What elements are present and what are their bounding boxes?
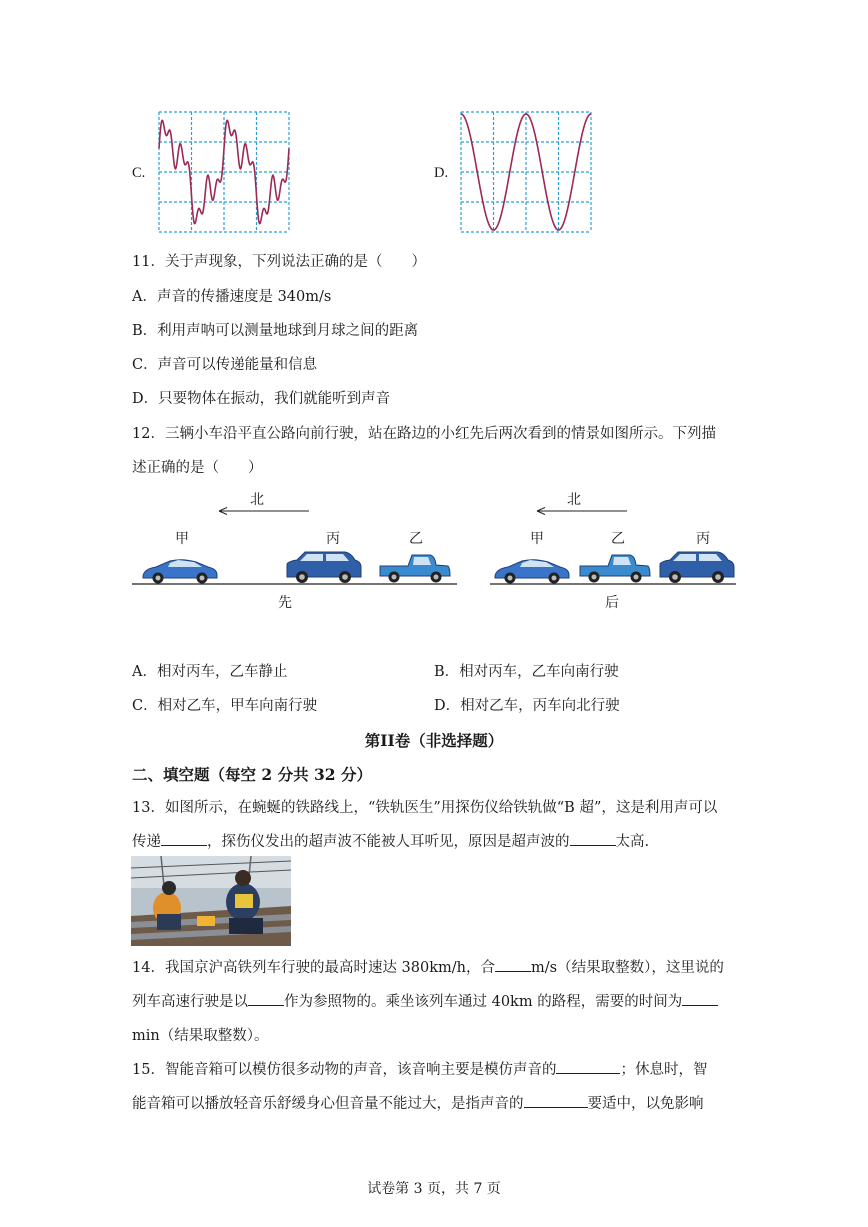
q14-text-b: m/s（结果取整数），这里说的 — [531, 960, 724, 976]
q11-option-a: A．声音的传播速度是 340m/s — [132, 289, 332, 305]
north-arrow-before — [215, 505, 315, 517]
q11-option-d: D．只要物体在振动，我们就能听到声音 — [132, 391, 391, 407]
q14-blank-2[interactable] — [248, 991, 284, 1007]
north-label-before: 北 — [250, 492, 264, 508]
page-footer: 试卷第 3 页，共 7 页 — [367, 1181, 501, 1197]
suv-bing-after-icon — [658, 550, 736, 584]
q13-text-b: ，探伤仪发出的超声波不能被人耳听见，原因是超声波的 — [207, 834, 570, 850]
q12-option-d: D．相对乙车，丙车向北行驶 — [434, 698, 620, 714]
section2-title: 二、填空题（每空 2 分共 32 分） — [132, 765, 372, 784]
q13-text-a: 传递 — [132, 834, 161, 850]
q11-option-c: C．声音可以传递能量和信息 — [132, 357, 318, 373]
q13-blank-1[interactable] — [161, 831, 207, 847]
waveform-d-figure — [460, 111, 592, 233]
q14-line2 — [132, 990, 718, 1011]
q15-text-d: 要适中，以免影响 — [587, 1096, 704, 1112]
road-line-before — [132, 582, 457, 586]
q14-blank-3[interactable] — [682, 991, 718, 1007]
q15-text-b: ；休息时，智 — [620, 1062, 708, 1078]
q11-stem: 11．关于声现象，下列说法正确的是（ ） — [132, 254, 426, 270]
q13-line1: 13．如图所示，在蜿蜒的铁路线上，“铁轨医生”用探伤仪给铁轨做“B 超”，这是利用声可以 — [132, 800, 718, 816]
q14-text-d: 作为参照物的。乘坐该列车通过 40km 的路程，需要的时间为 — [284, 994, 683, 1010]
q13-blank-2[interactable] — [570, 831, 616, 847]
car-label-jia-before: 甲 — [175, 531, 189, 547]
q12-stem-line2: 述正确的是（ ） — [132, 460, 263, 476]
q15-blank-1[interactable] — [556, 1059, 620, 1075]
part2-title: 第II卷（非选择题） — [364, 731, 504, 750]
q14-line3: min（结果取整数）。 — [132, 1028, 269, 1044]
q12-stem-line1: 12．三辆小车沿平直公路向前行驶，站在路边的小红先后两次看到的情景如图所示。下列描 — [132, 426, 716, 442]
waveform-c-figure — [158, 111, 290, 233]
north-label-after: 北 — [567, 492, 581, 508]
north-arrow-after — [533, 505, 633, 517]
q12-option-b: B．相对丙车，乙车向南行驶 — [434, 664, 619, 680]
q15-blank-2[interactable] — [524, 1093, 588, 1109]
car-label-yi-before: 乙 — [409, 531, 423, 547]
rail-inspection-photo — [131, 856, 291, 946]
car-label-bing-after: 丙 — [696, 531, 710, 547]
q12-option-a: A．相对丙车，乙车静止 — [132, 664, 288, 680]
q15-line2 — [132, 1092, 704, 1113]
car-label-jia-after: 甲 — [530, 531, 544, 547]
q14-blank-1[interactable] — [495, 957, 531, 973]
q15-text-c: 能音箱可以播放轻音乐舒缓身心但音量不能过大，是指声音的 — [132, 1096, 524, 1112]
q11-option-b: B．利用声呐可以测量地球到月球之间的距离 — [132, 323, 419, 339]
road-line-after — [490, 582, 736, 586]
q12-option-c: C．相对乙车，甲车向南行驶 — [132, 698, 318, 714]
option-d-label: D. — [434, 165, 449, 181]
q13-line2 — [132, 830, 649, 851]
q14-text-a: 14．我国京沪高铁列车行驶的最高时速达 380km/h，合 — [132, 960, 495, 976]
car-label-yi-after: 乙 — [611, 531, 625, 547]
car-label-bing-before: 丙 — [326, 531, 340, 547]
q14-line1 — [132, 956, 724, 977]
q15-line1 — [132, 1058, 707, 1079]
q13-text-c: 太高. — [615, 834, 650, 850]
pickup-yi-after-icon — [578, 552, 652, 584]
q14-text-c: 列车高速行驶是以 — [132, 994, 248, 1010]
pickup-yi-before-icon — [378, 552, 452, 584]
option-c-label: C. — [132, 165, 146, 181]
caption-after: 后 — [605, 595, 619, 611]
q15-text-a: 15．智能音箱可以模仿很多动物的声音，该音响主要是模仿声音的 — [132, 1062, 557, 1078]
suv-bing-before-icon — [285, 550, 363, 584]
caption-before: 先 — [278, 595, 292, 611]
